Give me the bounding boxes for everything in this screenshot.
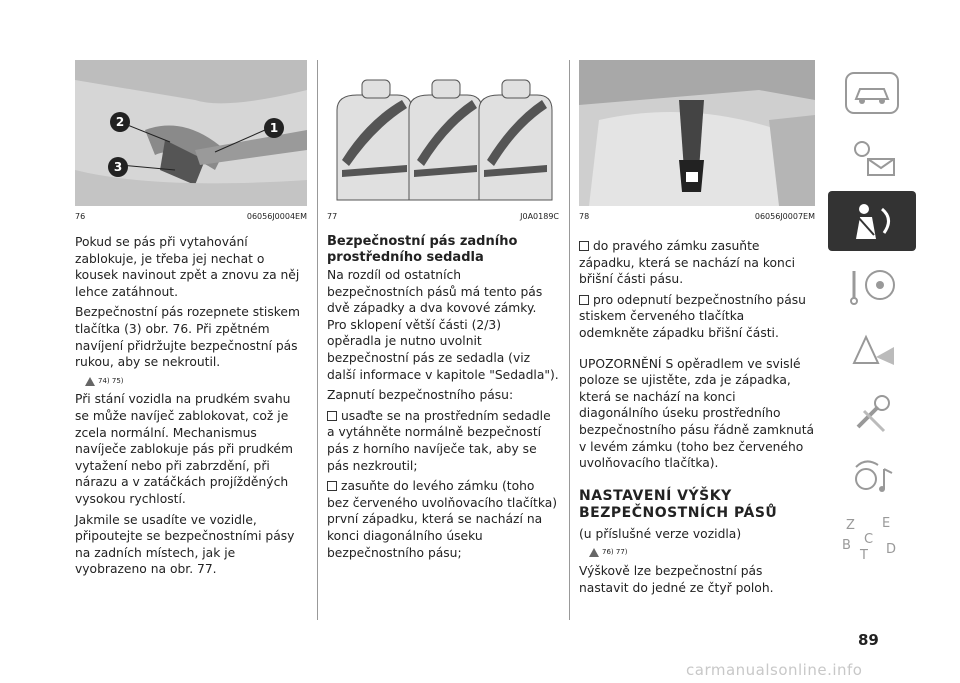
paragraph: Pokud se pás při vytahování zablokuje, je třeba jej nechat o kousek navinout zpět a znovu za něj lehce zatáhnout. (75, 235, 300, 299)
paragraph: Na rozdíl od ostatních bezpečnostních pásů má tento pás dvě západky a dva kovové zámky. Pro sklopení větší části (2/3) opěradla je nutno uvolnit bezpečnostní pás ze sedadla (viz další informace v kapitole "Sedadla"). (327, 268, 559, 382)
warning-reference (85, 373, 307, 390)
page-number: 89 (858, 631, 879, 649)
bullet-item (579, 238, 815, 288)
figure-78-code: 06056J0007EM (754, 212, 815, 221)
bullet-item (579, 292, 815, 342)
chapter-tab-safety[interactable] (828, 191, 916, 251)
paragraph: Jakmile se usadíte ve vozidle, připoutejte se bezpečnostními pásy na zadních místech, jak je vyobrazeno na obr. 77. (75, 512, 295, 577)
seatbelt-airbag-icon (844, 199, 900, 243)
figure-78-image (579, 60, 815, 206)
figure-77-code: J0A0189C (520, 212, 559, 221)
bullet-box-icon (327, 481, 337, 491)
paragraph: Bezpečnostní pás rozepnete stiskem tlačítka (3) obr. 76. Při zpětném navíjení přidržujte bezpečnostní pás rukou, aby se nekroutil. (75, 305, 300, 370)
multimedia-icon (844, 455, 900, 499)
bullet-text: usaďte se na prostředním sedadle a vytáhněte normálně bezpečností pás z horního navíječe tak, aby se pás nezkroutil; (327, 408, 551, 473)
chapter-tab-starting-driving[interactable] (828, 255, 916, 315)
figure-78-number: 78 (579, 212, 590, 221)
column-divider (317, 60, 318, 620)
service-wrench-icon (844, 391, 900, 435)
warning-numbers: 74) 75) (98, 376, 124, 385)
index-icon (842, 516, 902, 566)
breakdown-icon (844, 327, 900, 371)
paragraph: Při stání vozidla na prudkém svahu se může navíječ zablokovat, což je zcela normální. Mechanismus navíječe zablokuje pás při prudkém vytažení nebo při zabrzdění, při nárazu a v zatáčkách projížděných vysokou rychlostí. (75, 392, 293, 506)
bullet-text: do pravého zámku zasuňte západku, která se nachází na konci břišní části pásu. (579, 239, 795, 287)
chapter-tab-multimedia[interactable] (828, 447, 916, 507)
section-heading: NASTAVENÍ VÝŠKY BEZPEČNOSTNÍCH PÁSŮ (579, 487, 778, 521)
bullet-text: zasuňte do levého zámku (toho bez červeného uvolňovacího tlačítka) první západku, která se nachází na konci diagonálního úseku bezpečnostního pásu; (327, 479, 558, 560)
rear-seats-illustration (327, 60, 559, 206)
warning-triangle-icon (85, 377, 95, 386)
figure-77-image (327, 60, 559, 206)
bullet-text: pro odepnutí bezpečnostního pásu stiskem červeného tlačítka odemkněte západku břišní části. (579, 292, 806, 340)
index-letter: Z (846, 518, 855, 533)
column-divider (569, 60, 570, 620)
warning-triangle-icon (589, 548, 599, 557)
paragraph: (u příslušné verze vozidla) (579, 526, 742, 541)
figure-76-code: 06056J0004EM (246, 212, 307, 221)
bullet-box-icon (579, 295, 589, 305)
column-3-text (579, 238, 815, 600)
warning-reference (589, 544, 815, 561)
bullet-item (327, 408, 559, 474)
steering-key-icon (844, 263, 900, 307)
chapter-tab-index[interactable] (828, 511, 916, 571)
paragraph: Výškově lze bezpečnostní pás nastavit do jedné ze čtyř poloh. (579, 563, 774, 595)
warning-lights-icon (844, 135, 900, 179)
column-1-text (75, 234, 307, 582)
figure-77-number: 77 (327, 212, 338, 221)
seatbelt-height-illustration (579, 60, 815, 206)
index-letter: D (886, 542, 897, 557)
chapter-tab-car[interactable] (828, 63, 916, 123)
warning-numbers: 76) 77) (602, 548, 628, 557)
figure-76-number: 76 (75, 212, 86, 221)
callout-3: 3 (108, 157, 128, 177)
note-paragraph: UPOZORNĚNÍ S opěradlem ve svislé poloze se ujistěte, zda je západka, která se nachází na konci diagonálního úseku prostředního bezpečnostního pásu řádně zamknutá v levém zámku (toho bez červeného uvolňovacího tlačítka). (579, 356, 815, 471)
callout-2: 2 (110, 112, 130, 132)
watermark: carmanualsonline.info (686, 661, 863, 679)
index-letter: C (864, 532, 874, 547)
section-heading: Bezpečnostní pás zadního prostředního sedadla (327, 234, 518, 265)
index-letter: B (842, 538, 851, 553)
bullet-item (327, 478, 559, 561)
chapter-tab-emergency[interactable] (828, 319, 916, 379)
index-letter: T (860, 548, 868, 563)
callout-1: 1 (264, 118, 284, 138)
chapter-tab-warning-lights[interactable] (828, 127, 916, 187)
bullet-box-icon (327, 411, 337, 421)
car-icon (844, 71, 900, 115)
figure-76-image (75, 60, 307, 206)
paragraph: Zapnutí bezpečnostního pásu: (327, 388, 514, 403)
chapter-tab-maintenance[interactable] (828, 383, 916, 443)
column-2-text (327, 234, 559, 565)
chapter-sidebar (828, 63, 916, 575)
bullet-box-icon (579, 241, 589, 251)
index-letter: E (882, 516, 891, 531)
